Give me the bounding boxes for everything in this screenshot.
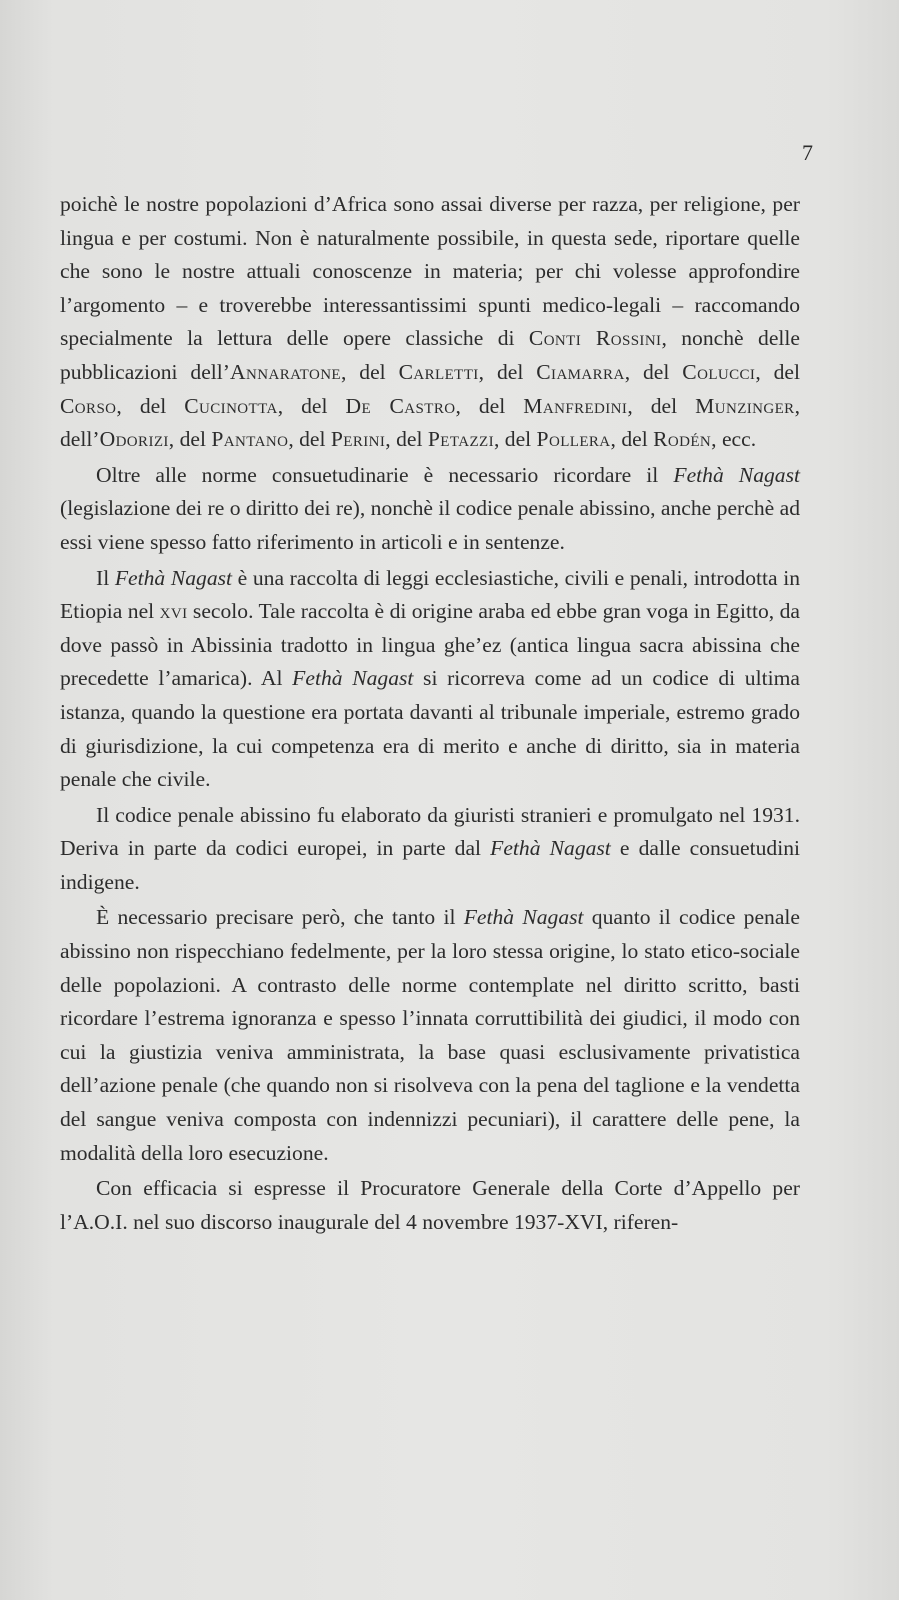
paragraph (60, 799, 800, 900)
small-caps-name: De Castro (345, 393, 456, 418)
page-number: 7 (802, 140, 813, 165)
italic-text: Fethà Nagast (463, 905, 584, 930)
small-caps-name: Petazzi (427, 427, 494, 452)
small-caps-name: Odorizi (99, 427, 169, 452)
small-caps-name: Corso (60, 393, 117, 418)
text-run: È necessario precisare però, che tanto il (96, 905, 464, 930)
italic-text: Fethà Nagast (490, 836, 611, 861)
text-run: , del (341, 359, 399, 384)
small-caps-name: Manfredini (523, 393, 628, 418)
text-run: (legislazione dei re o diritto dei re), nonchè il codice penale abissino, anche perchè ad essi viene spesso fatto riferimento in articoli e in sentenze. (60, 496, 800, 554)
text-run: , del (627, 393, 696, 418)
text-run: , ecc. (711, 427, 757, 452)
small-caps-name: Perini (330, 427, 386, 452)
text-run: Con efficacia si espresse il Procuratore Generale della Corte d’Appello per l’A.O.I. nel suo discorso inaugurale del 4 novembre 1937-XVI, riferen- (60, 1176, 800, 1234)
body-text (60, 188, 800, 1239)
small-caps-name: Annaratone (230, 359, 341, 384)
small-caps-name: Pollera (536, 427, 611, 452)
text-run: , nonchè delle pubblicazioni dell’ (60, 326, 800, 384)
text-run: , del (610, 427, 654, 452)
italic-text: Fethà Nagast (673, 462, 801, 487)
text-run: Il (96, 565, 115, 590)
text-run: e dalle consuetudini indigene. (60, 836, 800, 894)
text-run: secolo. Tale raccolta è di origine araba ed ebbe gran voga in Egitto, da dove passò in Abissinia tradotto in lingua ghe’ez (antica lingua sacra abissina che precedette l’amarica). Al (60, 599, 800, 691)
text-run: , dell’ (60, 393, 800, 452)
text-run: , del (624, 359, 683, 384)
text-run: , del (493, 427, 537, 452)
small-caps-name: Munzinger (695, 393, 795, 418)
small-caps-name: Cucinotta (184, 393, 278, 418)
small-caps-name: Conti Rossini (528, 326, 662, 351)
text-run: , del (277, 393, 346, 418)
text-run: Il codice penale abissino fu elaborato da giuristi stranieri e promulgato nel 1931. Deriva in parte da codici europei, in parte dal (60, 802, 800, 861)
italic-text: Fethà Nagast (292, 666, 414, 691)
small-caps-name: Colucci (682, 359, 756, 384)
small-caps-name: Carletti (398, 359, 479, 384)
paragraph (60, 188, 800, 457)
text-run: , del (116, 393, 185, 418)
text-run: Oltre alle norme consuetudinarie è necessario ricordare il (96, 462, 674, 487)
paragraph (60, 459, 800, 560)
text-run: poichè le nostre popolazioni d’Africa sono assai diverse per razza, per religione, per lingua e per costumi. Non è naturalmente possibile, in questa sede, riportare quelle che sono le nostre attuali conoscenze in materia; per chi volesse approfondire l’argomento – e troverebbe interessantissimi spunti medico-legali – raccomando specialmente la lettura delle opere classiche di (60, 192, 800, 351)
text-run: si ricorreva come ad un codice di ultima istanza, quando la questione era portata davanti al tribunale imperiale, estremo grado di giurisdizione, la cui competenza era di merito e anche di diritto, sia in materia penale che civile. (60, 666, 800, 792)
text-run: , del (478, 359, 537, 384)
paragraph (60, 562, 800, 797)
text-run: quanto il codice penale abissino non rispecchiano fedelmente, per la loro stessa origine, lo stato etico-sociale delle popolazioni. A contrasto delle norme contemplate nel diritto scritto, basti ricordare l’estrema ignoranza e spesso l’innata corruttibilità dei giudici, il modo con cui la giustizia veniva amministrata, la base quasi esclusivamente privatistica dell’azione penale (che quando non si risolveva con la pena del taglione e la vendetta del sangue veniva composta con indennizzi pecuniari), il carattere delle pene, la modalità della loro esecuzione. (60, 905, 800, 1165)
text-run: , del (755, 359, 801, 384)
small-caps-name: Ciamarra (536, 359, 625, 384)
text-run: , del (168, 427, 212, 452)
paragraph (60, 901, 800, 1170)
italic-text: Fethà Nagast (114, 565, 233, 590)
text-run: , del (385, 427, 428, 452)
text-run: è una raccolta di leggi ecclesiastiche, civili e penali, introdotta in Etiopia nel (60, 565, 800, 624)
text-run: , del (288, 427, 331, 452)
small-caps-name: xvi (159, 599, 188, 624)
paragraph (60, 1172, 800, 1239)
text-run: , del (455, 393, 524, 418)
small-caps-name: Rodén (653, 427, 712, 452)
small-caps-name: Pantano (211, 427, 289, 452)
